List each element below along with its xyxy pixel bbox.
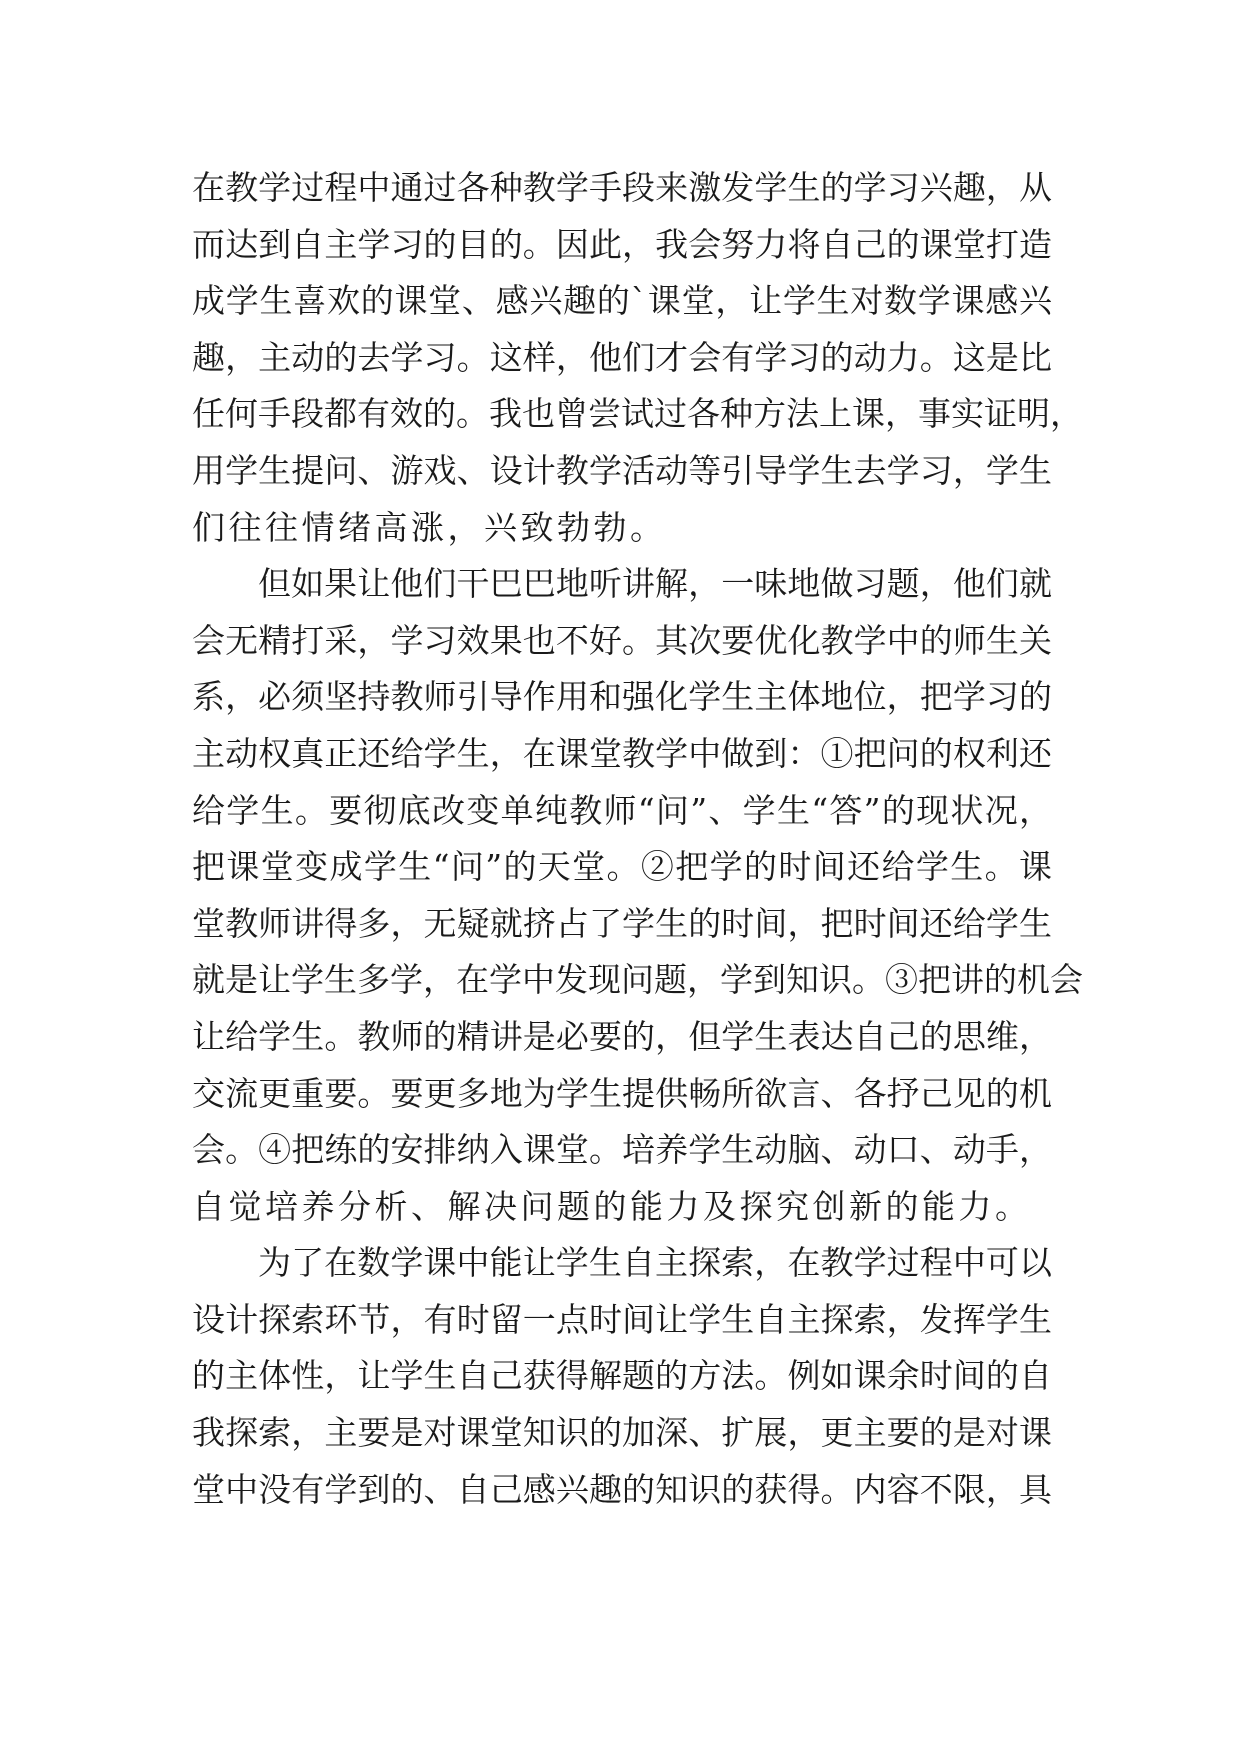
- paragraph-3: [192, 1235, 1052, 1518]
- text-line: 系，必须坚持教师引导作用和强化学生主体地位，把学习的: [192, 677, 1052, 717]
- text-line: 把课堂变成学生“问”的天堂。②把学的时间还给学生。课: [192, 847, 1052, 887]
- paragraph-1: [192, 160, 1083, 556]
- text-line: 任何手段都有效的。我也曾尝试过各种方法上课，事实证明，: [192, 394, 1083, 434]
- text-line: 在教学过程中通过各种教学手段来激发学生的学习兴趣，从: [192, 168, 1052, 207]
- text-line: 堂中没有学到的、自己感兴趣的知识的获得。内容不限，具: [192, 1469, 1052, 1509]
- text-line: 会无精打采，学习效果也不好。其次要优化教学中的师生关: [192, 620, 1052, 660]
- text-line: 用学生提问、游戏、设计教学活动等引导学生去学习，学生: [192, 450, 1052, 490]
- text-line: 就是让学生多学，在学中发现问题，学到知识。③把讲的机会: [192, 960, 1083, 1000]
- text-line: 主动权真正还给学生，在课堂教学中做到：①把问的权利还: [192, 733, 1052, 773]
- text-line: 设计探索环节，有时留一点时间让学生自主探索，发挥学生: [192, 1299, 1052, 1339]
- text-line: 但如果让他们干巴巴地听讲解，一味地做习题，他们就: [258, 564, 1052, 604]
- text-line: 我探索，主要是对课堂知识的加深、扩展，更主要的是对课: [192, 1413, 1052, 1453]
- text-line: 让给学生。教师的精讲是必要的，但学生表达自己的思维，: [192, 1016, 1052, 1056]
- text-line: 会。④把练的安排纳入课堂。培养学生动脑、动口、动手，: [192, 1130, 1052, 1170]
- text-line: 给学生。要彻底改变单纯教师“问”、学生“答”的现状况，: [192, 790, 1052, 830]
- paragraph-2: [192, 556, 1083, 1235]
- text-line: 自觉培养分析、解决问题的能力及探究创新的能力。: [192, 1186, 1032, 1226]
- text-line: 的主体性，让学生自己获得解题的方法。例如课余时间的自: [192, 1356, 1052, 1396]
- text-line: 趣，主动的去学习。这样，他们才会有学习的动力。这是比: [192, 337, 1052, 377]
- document-body: [192, 160, 1083, 1518]
- text-line: 交流更重要。要更多地为学生提供畅所欲言、各抒己见的机: [192, 1073, 1052, 1113]
- text-line: 堂教师讲得多，无疑就挤占了学生的时间，把时间还给学生: [192, 903, 1052, 943]
- text-line: 为了在数学课中能让学生自主探索，在教学过程中可以: [258, 1243, 1052, 1283]
- text-line: 们往往情绪高涨，兴致勃勃。: [192, 507, 667, 547]
- text-line: 而达到自主学习的目的。因此，我会努力将自己的课堂打造: [192, 224, 1052, 264]
- text-line: 成学生喜欢的课堂、感兴趣的`课堂，让学生对数学课感兴: [192, 281, 1052, 321]
